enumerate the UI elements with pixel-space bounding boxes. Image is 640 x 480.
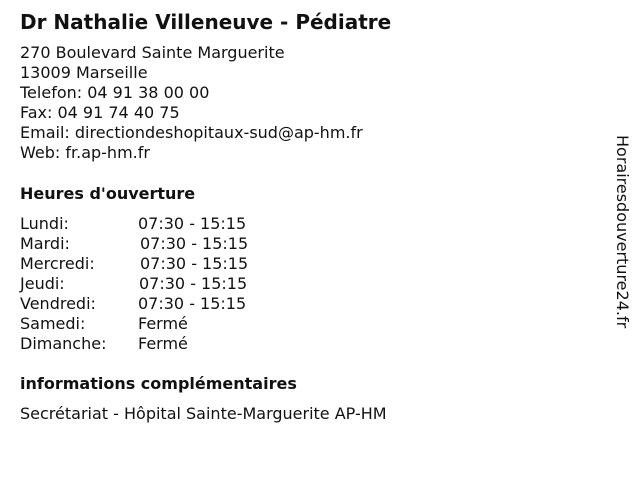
day-hours: 07:30 - 15:15 — [140, 254, 249, 273]
day-hours: 07:30 - 15:15 — [140, 234, 249, 253]
address-city: 13009 Marseille — [20, 63, 148, 82]
hours-row-tuesday — [20, 234, 280, 254]
day-hours: Fermé — [138, 334, 188, 353]
additional-info-text: Secrétariat - Hôpital Sainte-Marguerite AP-HM — [20, 404, 387, 423]
website: Web: fr.ap-hm.fr — [20, 143, 150, 162]
opening-hours-heading: Heures d'ouverture — [20, 184, 196, 203]
hours-row-friday — [20, 294, 280, 314]
day-label: Lundi: — [20, 214, 69, 233]
day-label: Jeudi: — [20, 274, 65, 293]
hours-row-monday — [20, 214, 280, 234]
day-hours: Fermé — [138, 314, 188, 333]
hours-row-thursday — [20, 274, 280, 294]
hours-row-sunday — [20, 334, 280, 354]
hours-row-wednesday — [20, 254, 280, 274]
day-hours: 07:30 - 15:15 — [138, 214, 247, 233]
contact-block — [20, 43, 363, 163]
day-label: Samedi: — [20, 314, 86, 333]
day-label: Mardi: — [20, 234, 70, 253]
email-address: Email: directiondeshopitaux-sud@ap-hm.fr — [20, 123, 363, 142]
hours-row-saturday — [20, 314, 280, 334]
opening-hours-table — [20, 214, 280, 354]
day-label: Mercredi: — [20, 254, 95, 273]
day-label: Dimanche: — [20, 334, 107, 353]
address-street: 270 Boulevard Sainte Marguerite — [20, 43, 285, 62]
page-title: Dr Nathalie Villeneuve - Pédiatre — [20, 10, 392, 34]
phone-number: Telefon: 04 91 38 00 00 — [20, 83, 210, 102]
fax-number: Fax: 04 91 74 40 75 — [20, 103, 180, 122]
site-watermark: Horairesdouverture24.fr — [613, 135, 632, 329]
day-hours: 07:30 - 15:15 — [139, 274, 248, 293]
day-hours: 07:30 - 15:15 — [138, 294, 247, 313]
day-label: Vendredi: — [20, 294, 96, 313]
additional-info-heading: informations complémentaires — [20, 374, 297, 393]
